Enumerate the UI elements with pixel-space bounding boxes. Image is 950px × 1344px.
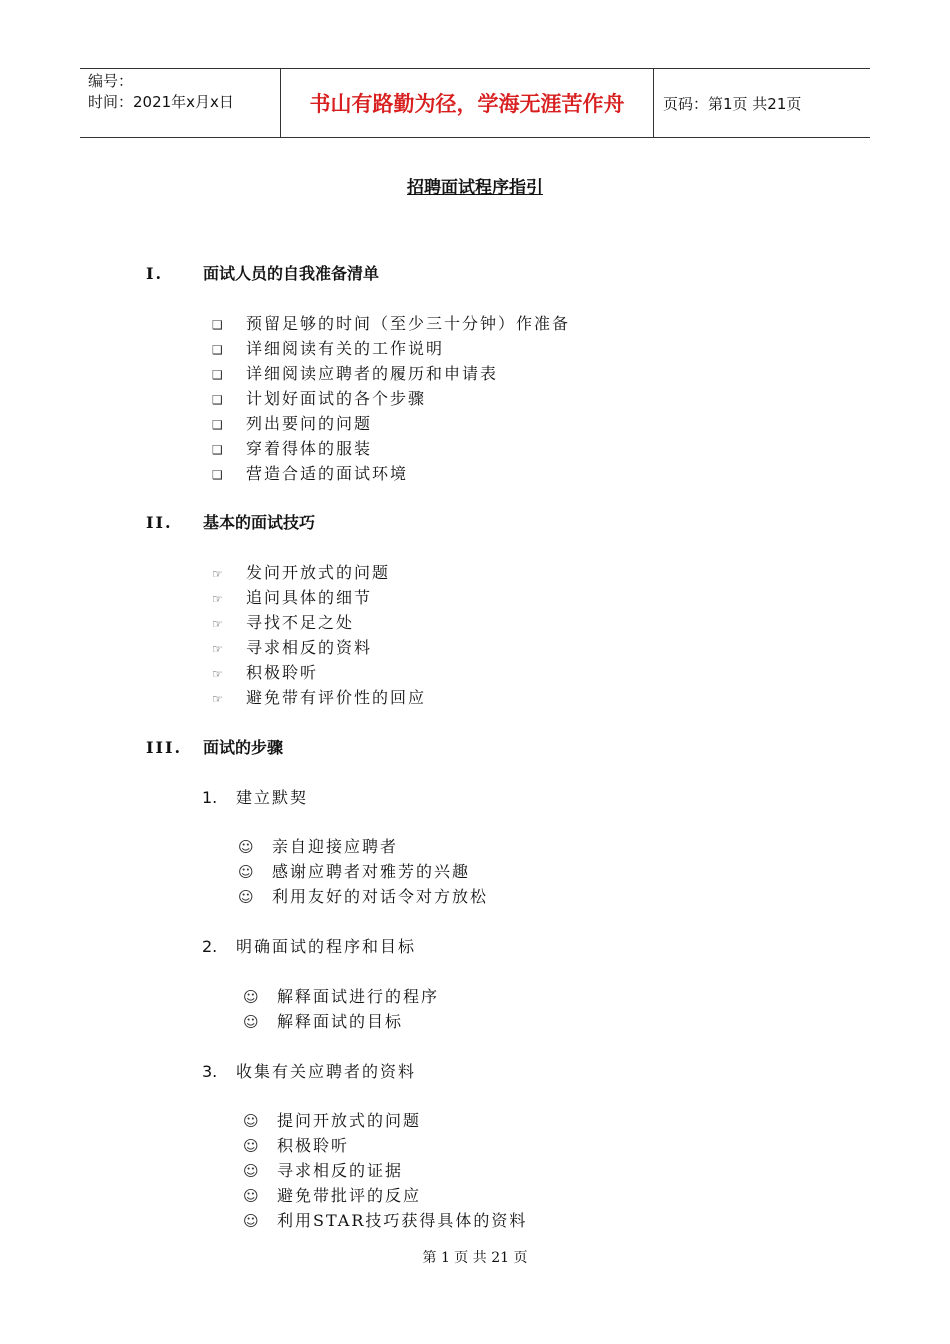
list-item: ❑ 预留足够的时间（至少三十分钟）作准备 — [212, 314, 571, 333]
smiley-bullet-icon: ☺ — [243, 1013, 259, 1031]
section-number: II. — [146, 513, 173, 532]
header-motto: 书山有路勤为径，学海无涯苦作舟 — [280, 69, 654, 137]
list-item: ☺ 利用友好的对话令对方放松 — [238, 887, 489, 906]
section-number: I. — [146, 264, 164, 283]
list-item: ☞ 避免带有评价性的回应 — [212, 688, 427, 707]
header-number: 编号： — [88, 72, 134, 90]
step-heading: 1. 建立默契 — [202, 788, 309, 807]
smiley-bullet-icon: ☺ — [243, 1137, 259, 1155]
list-item: ☺ 提问开放式的问题 — [243, 1111, 422, 1130]
list-item: ☺ 利用STAR技巧获得具体的资料 — [243, 1211, 528, 1230]
checkbox-bullet-icon: ❑ — [212, 468, 223, 482]
list-item: ❑ 计划好面试的各个步骤 — [212, 389, 427, 408]
list-item: ❑ 列出要问的问题 — [212, 414, 373, 433]
pointing-hand-icon: ☞ — [212, 642, 223, 656]
pointing-hand-icon: ☞ — [212, 592, 223, 606]
list-item: ❑ 详细阅读应聘者的履历和申请表 — [212, 364, 499, 383]
checkbox-bullet-icon: ❑ — [212, 443, 223, 457]
list-item: ☺ 解释面试进行的程序 — [243, 987, 440, 1006]
smiley-bullet-icon: ☺ — [238, 838, 254, 856]
header-date: 时间：2021年x月x日 — [88, 93, 234, 111]
page-header — [80, 68, 870, 138]
section-1-heading — [146, 261, 379, 284]
list-item: ☺ 避免带批评的反应 — [243, 1186, 422, 1205]
smiley-bullet-icon: ☺ — [238, 888, 254, 906]
checkbox-bullet-icon: ❑ — [212, 393, 223, 407]
section-2-heading — [146, 510, 315, 533]
list-item: ☺ 积极聆听 — [243, 1136, 350, 1155]
checkbox-bullet-icon: ❑ — [212, 418, 223, 432]
smiley-bullet-icon: ☺ — [243, 1212, 259, 1230]
section-title: 面试的步骤 — [203, 738, 284, 757]
list-item: ☺ 感谢应聘者对雅芳的兴趣 — [238, 862, 471, 881]
list-item: ☺ 亲自迎接应聘者 — [238, 837, 399, 856]
checkbox-bullet-icon: ❑ — [212, 368, 223, 382]
section-title: 基本的面试技巧 — [203, 513, 316, 532]
list-item: ☞ 寻求相反的资料 — [212, 638, 373, 657]
list-item: ☞ 追问具体的细节 — [212, 588, 373, 607]
section-3-heading — [146, 735, 283, 758]
list-item: ❑ 营造合适的面试环境 — [212, 464, 409, 483]
document-title: 招聘面试程序指引 — [407, 178, 543, 198]
list-item: ❑ 详细阅读有关的工作说明 — [212, 339, 445, 358]
pointing-hand-icon: ☞ — [212, 617, 223, 631]
section-title: 面试人员的自我准备清单 — [203, 264, 380, 283]
list-item: ☺ 寻求相反的证据 — [243, 1161, 404, 1180]
smiley-bullet-icon: ☺ — [238, 863, 254, 881]
pointing-hand-icon: ☞ — [212, 567, 223, 581]
list-item: ❑ 穿着得体的服装 — [212, 439, 373, 458]
list-item: ☞ 积极聆听 — [212, 663, 319, 682]
smiley-bullet-icon: ☺ — [243, 1112, 259, 1130]
list-item: ☺ 解释面试的目标 — [243, 1012, 404, 1031]
checkbox-bullet-icon: ❑ — [212, 343, 223, 357]
smiley-bullet-icon: ☺ — [243, 1162, 259, 1180]
list-item: ☞ 发问开放式的问题 — [212, 563, 391, 582]
list-item: ☞ 寻找不足之处 — [212, 613, 355, 632]
smiley-bullet-icon: ☺ — [243, 1187, 259, 1205]
smiley-bullet-icon: ☺ — [243, 988, 259, 1006]
step-heading: 3. 收集有关应聘者的资料 — [202, 1062, 417, 1081]
header-meta — [80, 69, 280, 137]
section-number: III. — [146, 738, 183, 757]
pointing-hand-icon: ☞ — [212, 692, 223, 706]
step-heading: 2. 明确面试的程序和目标 — [202, 937, 417, 956]
checkbox-bullet-icon: ❑ — [212, 318, 223, 332]
pointing-hand-icon: ☞ — [212, 667, 223, 681]
header-page-info: 页码：第1页 共21页 — [663, 94, 802, 113]
page-footer: 第 1 页 共 21 页 — [422, 1250, 528, 1266]
